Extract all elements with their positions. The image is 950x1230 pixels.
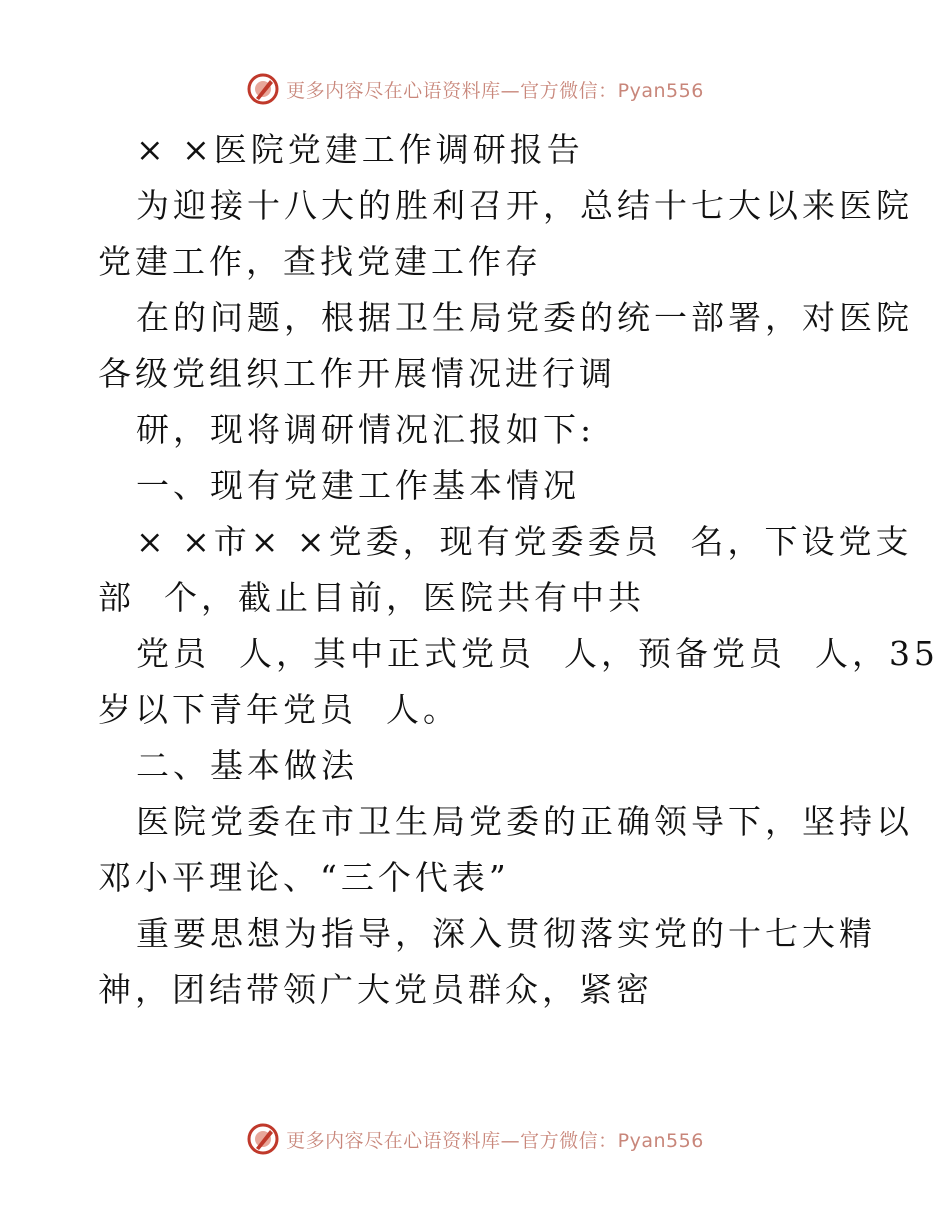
- document-body: [98, 122, 939, 1018]
- text-line: × ×市× ×党委，现有党委委员 名，下设党支: [136, 522, 913, 561]
- quill-logo-icon: [246, 1122, 280, 1156]
- watermark-text: 更多内容尽在心语资料库—官方微信：Pyan556: [286, 1129, 704, 1152]
- text-line: 一、现有党建工作基本情况: [136, 466, 580, 505]
- text-line: 部 个，截止目前，医院共有中共: [98, 578, 645, 617]
- watermark-text: 更多内容尽在心语资料库—官方微信：Pyan556: [286, 79, 704, 102]
- footer-watermark: [0, 1122, 950, 1156]
- header-watermark: [0, 72, 950, 106]
- document-title: × ×医院党建工作调研报告: [136, 130, 584, 169]
- quill-logo-icon: [246, 72, 280, 106]
- text-line: 医院党委在市卫生局党委的正确领导下，坚持以: [136, 802, 913, 841]
- text-line: 重要思想为指导，深入贯彻落实党的十七大精: [136, 914, 876, 953]
- text-line: 各级党组织工作开展情况进行调: [98, 354, 616, 393]
- text-line: 在的问题，根据卫生局党委的统一部署，对医院: [136, 298, 913, 337]
- text-line: 邓小平理论、“三个代表”: [98, 858, 510, 897]
- text-line: 二、基本做法: [136, 746, 358, 785]
- text-line: 党建工作，查找党建工作存: [98, 242, 542, 281]
- text-line: 研，现将调研情况汇报如下:: [136, 410, 596, 449]
- text-line: 神，团结带领广大党员群众，紧密: [98, 970, 653, 1009]
- text-line: 岁以下青年党员 人。: [98, 690, 460, 729]
- text-line: 党员 人，其中正式党员 人，预备党员 人，35: [136, 634, 939, 673]
- text-line: 为迎接十八大的胜利召开，总结十七大以来医院: [136, 186, 913, 225]
